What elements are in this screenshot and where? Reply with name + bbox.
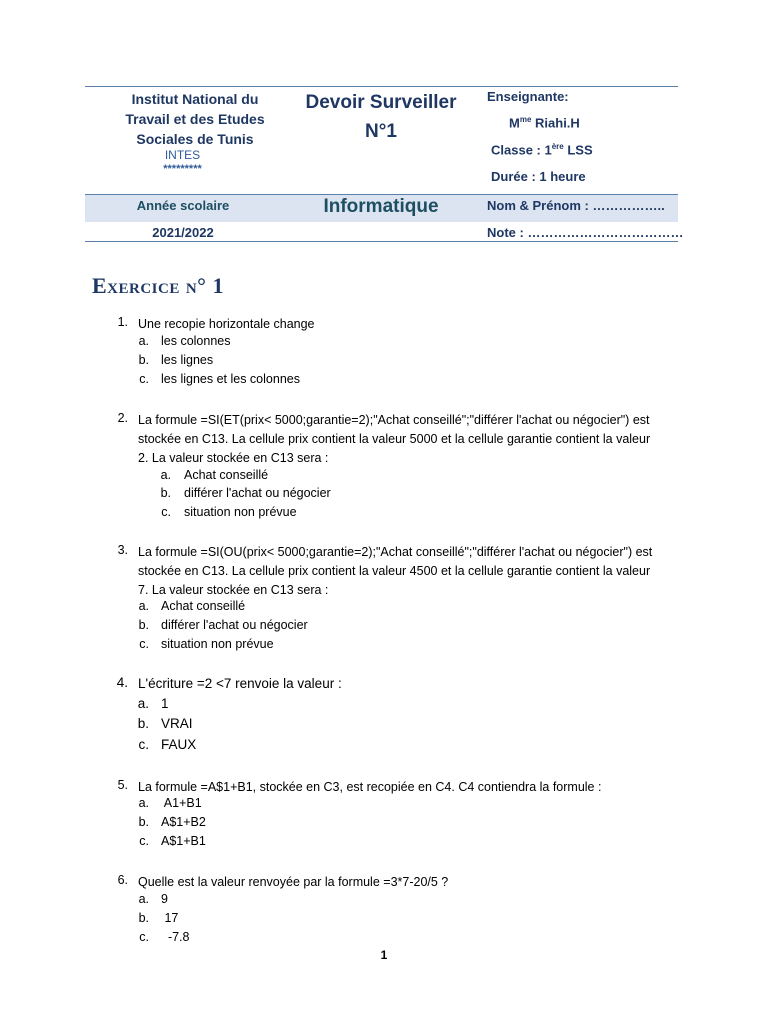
option-letter: a. bbox=[138, 796, 149, 810]
subject: Informatique bbox=[323, 196, 439, 217]
option-letter: b. bbox=[160, 486, 171, 500]
question-number: 6. bbox=[117, 873, 128, 887]
option-text: différer l'achat ou négocier bbox=[184, 486, 331, 500]
option-letter: c. bbox=[139, 637, 149, 651]
option-letter: b. bbox=[138, 353, 149, 367]
teacher-name-prefix: M bbox=[509, 115, 520, 131]
note-field: Note : ……………………………… bbox=[487, 225, 684, 240]
question-number: 4. bbox=[116, 675, 128, 690]
institute-name bbox=[90, 89, 300, 149]
option-text: FAUX bbox=[161, 737, 197, 752]
option-letter: c. bbox=[138, 737, 149, 752]
question-number: 5. bbox=[117, 778, 128, 792]
class-info bbox=[491, 142, 593, 157]
institute-abbr: INTES bbox=[164, 148, 201, 162]
option-text: VRAI bbox=[161, 716, 193, 731]
exam-title bbox=[290, 88, 472, 146]
option-text: A$1+B2 bbox=[161, 815, 206, 829]
option-letter: a. bbox=[160, 468, 171, 482]
question-line: 2. La valeur stockée en C13 sera : bbox=[138, 450, 329, 465]
institute-line-2: Travail et des Etudes bbox=[125, 111, 265, 127]
question-line: stockée en C13. La cellule prix contient la valeur 4500 et la cellule garantie contient la valeur bbox=[138, 563, 651, 578]
option-letter: b. bbox=[137, 716, 149, 731]
option-letter: a. bbox=[138, 892, 149, 906]
option-text: 1 bbox=[161, 696, 169, 711]
question-text: La formule =A$1+B1, stockée en C3, est recopiée en C4. C4 contiendra la formule : bbox=[138, 780, 602, 794]
teacher-name bbox=[509, 115, 580, 130]
question-text bbox=[138, 543, 683, 599]
option-text: A1+B1 bbox=[161, 796, 202, 810]
teacher-name-text: Riahi.H bbox=[531, 115, 580, 131]
option-letter: a. bbox=[137, 696, 149, 711]
question-text bbox=[138, 411, 683, 467]
option-letter: b. bbox=[138, 618, 149, 632]
option-letter: c. bbox=[139, 930, 149, 944]
question-text: L'écriture =2 <7 renvoie la valeur : bbox=[138, 676, 342, 691]
option-letter: c. bbox=[139, 834, 149, 848]
question-number: 2. bbox=[117, 411, 128, 425]
institute-line-1: Institut National du bbox=[131, 91, 259, 107]
option-letter: c. bbox=[139, 372, 149, 386]
option-text: Achat conseillé bbox=[161, 599, 246, 613]
exercise-title: Exercice n° 1 bbox=[92, 273, 224, 298]
question-line: La formule =SI(ET(prix< 5000;garantie=2);"Achat conseillé";"différer l'achat ou négocier") est bbox=[138, 413, 650, 427]
option-text: situation non prévue bbox=[161, 637, 274, 651]
teacher-name-sup: me bbox=[519, 115, 532, 124]
class-sup: ère bbox=[551, 142, 564, 151]
question-line: La formule =SI(OU(prix< 5000;garantie=2);"Achat conseillé";"différer l'achat ou négocier") est bbox=[138, 545, 653, 559]
question-number: 1. bbox=[117, 315, 128, 329]
exam-title-line-2: N°1 bbox=[365, 121, 397, 142]
exam-title-line-1: Devoir Surveiller bbox=[305, 92, 457, 113]
question-line: stockée en C13. La cellule prix contient la valeur 5000 et la cellule garantie contient la valeur bbox=[138, 431, 651, 446]
year-label: Année scolaire bbox=[136, 198, 230, 213]
option-text: 9 bbox=[161, 892, 168, 906]
option-text: Achat conseillé bbox=[184, 468, 269, 482]
option-letter: c. bbox=[161, 505, 171, 519]
question-text: Quelle est la valeur renvoyée par la formule =3*7-20/5 ? bbox=[138, 875, 449, 889]
option-text: -7.8 bbox=[161, 930, 190, 944]
option-text: A$1+B1 bbox=[161, 834, 206, 848]
header-bottom-rule bbox=[85, 241, 678, 242]
class-prefix: Classe : 1 bbox=[491, 142, 552, 158]
header-top-rule bbox=[85, 86, 678, 87]
option-letter: b. bbox=[138, 911, 149, 925]
page-number: 1 bbox=[380, 948, 388, 962]
question-line: 7. La valeur stockée en C13 sera : bbox=[138, 582, 329, 597]
student-name-field: Nom & Prénom : …………….. bbox=[487, 198, 665, 213]
option-text: les lignes et les colonnes bbox=[161, 372, 300, 386]
question-number: 3. bbox=[117, 543, 128, 557]
duration-info: Durée : 1 heure bbox=[491, 169, 586, 184]
option-letter: b. bbox=[138, 815, 149, 829]
institute-line-3: Sociales de Tunis bbox=[136, 131, 254, 147]
institute-stars: ********* bbox=[163, 163, 202, 175]
question-text: Une recopie horizontale change bbox=[138, 317, 315, 331]
class-suffix: LSS bbox=[563, 142, 593, 158]
teacher-label: Enseignante: bbox=[487, 89, 569, 104]
option-text: 17 bbox=[161, 911, 179, 925]
option-text: les colonnes bbox=[161, 334, 231, 348]
option-letter: a. bbox=[138, 599, 149, 613]
option-text: différer l'achat ou négocier bbox=[161, 618, 308, 632]
option-text: les lignes bbox=[161, 353, 214, 367]
option-letter: a. bbox=[138, 334, 149, 348]
year-value: 2021/2022 bbox=[152, 225, 214, 240]
option-text: situation non prévue bbox=[184, 505, 297, 519]
